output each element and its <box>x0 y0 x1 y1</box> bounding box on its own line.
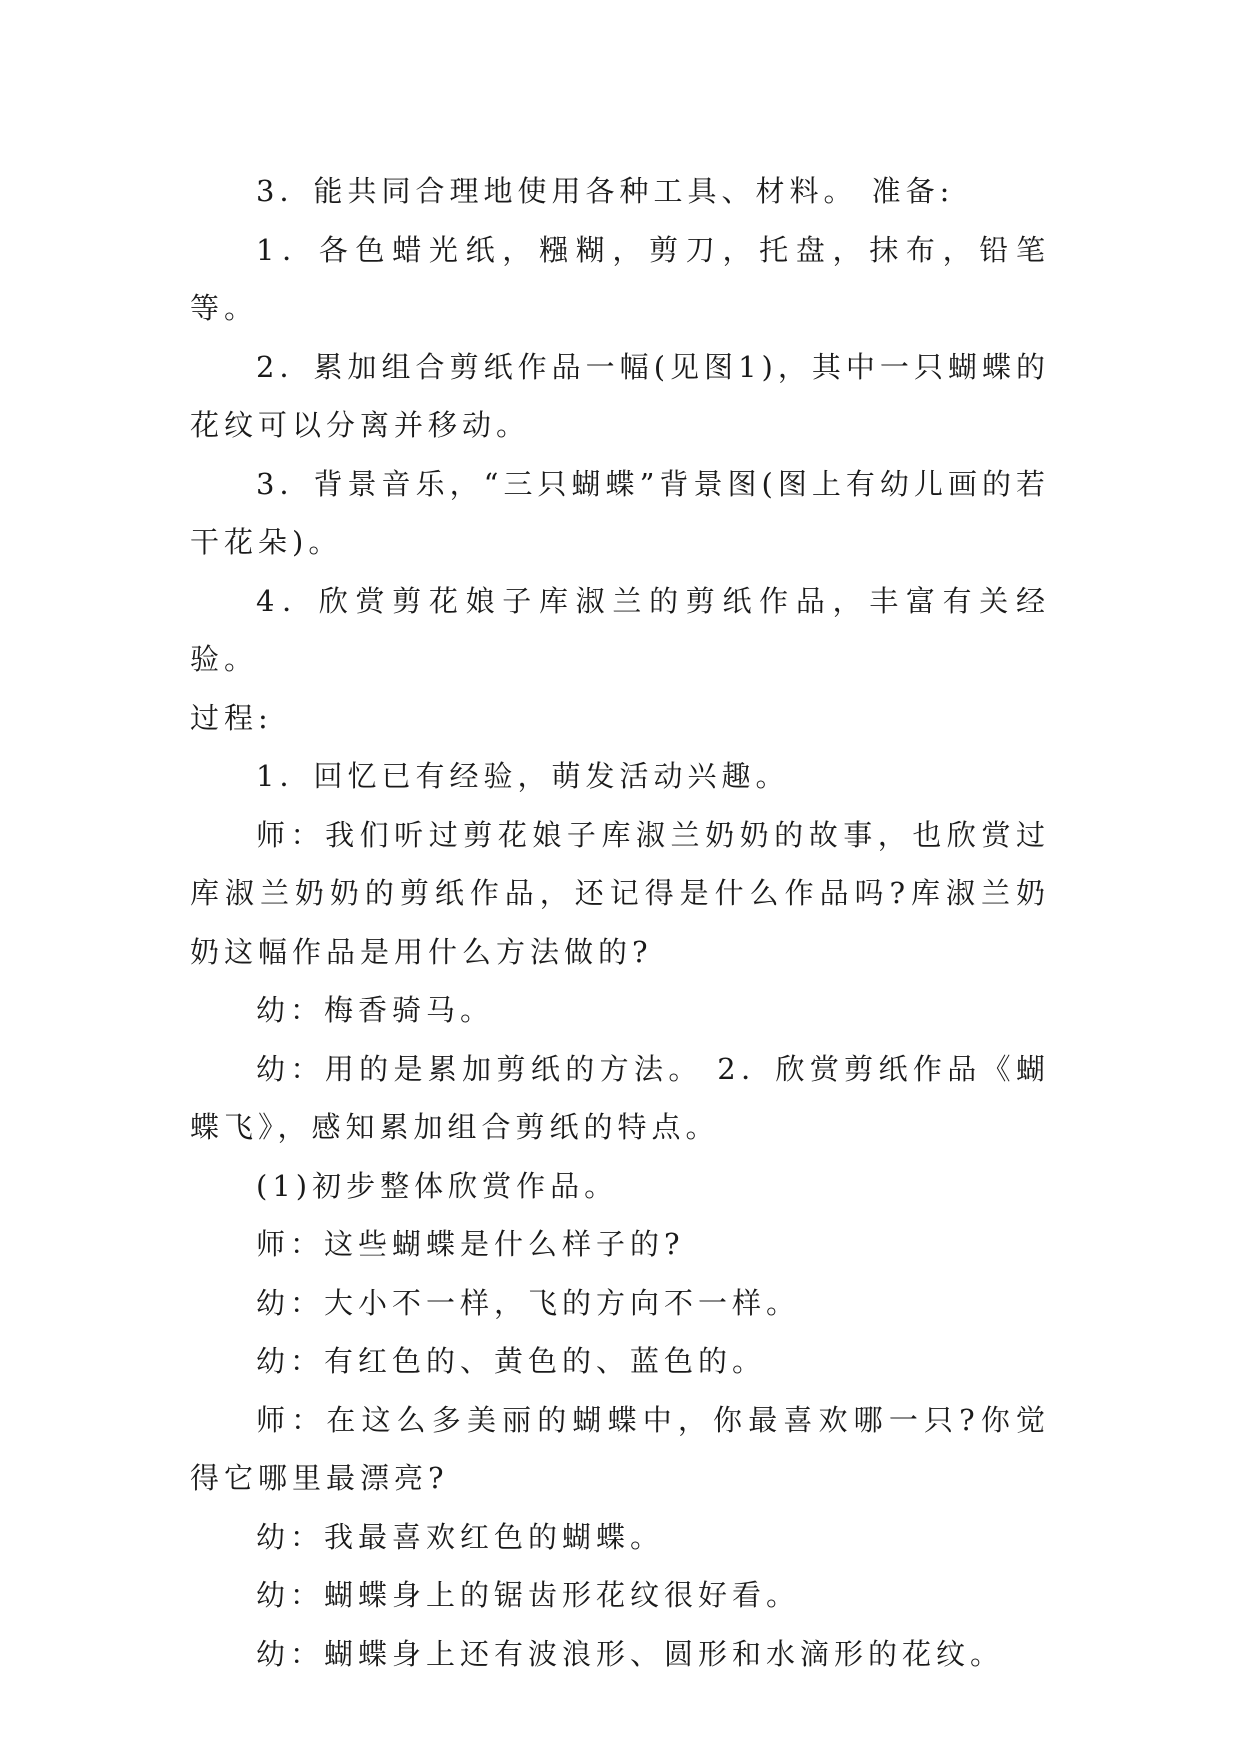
paragraph-child-3: 幼：大小不一样，飞的方向不一样。 <box>256 1285 801 1320</box>
paragraph-child-7: 幼：蝴蝶身上还有波浪形、圆形和水滴形的花纹。 <box>256 1636 1005 1671</box>
document-body <box>190 162 1050 1683</box>
paragraph-teacher-3: 师：在这么多美丽的蝴蝶中，你最喜欢哪一只?你觉得它哪里最漂亮? <box>190 1402 1050 1495</box>
paragraph-child-1: 幼：梅香骑马。 <box>256 993 495 1027</box>
paragraph-material-1: 1．各色蜡光纸，糨糊，剪刀，托盘，抹布，铅笔等。 <box>190 232 1050 325</box>
paragraph-material-2: 2．累加组合剪纸作品一幅(见图1)，其中一只蝴蝶的花纹可以分离并移动。 <box>190 349 1050 442</box>
paragraph-step-1: 1．回忆已有经验，萌发活动兴趣。 <box>256 759 790 793</box>
paragraph-material-4: 4．欣赏剪花娘子库淑兰的剪纸作品，丰富有关经验。 <box>190 583 1050 676</box>
paragraph-child-5: 幼：我最喜欢红色的蝴蝶。 <box>256 1519 665 1554</box>
paragraph-prep-3: 3．能共同合理地使用各种工具、材料。 准备: <box>256 174 955 208</box>
paragraph-teacher-2: 师：这些蝴蝶是什么样子的? <box>256 1227 685 1261</box>
paragraph-substep-1: (1)初步整体欣赏作品。 <box>256 1168 619 1203</box>
section-heading-process: 过程: <box>190 700 273 735</box>
paragraph-teacher-1: 师：我们听过剪花娘子库淑兰奶奶的故事，也欣赏过库淑兰奶奶的剪纸作品，还记得是什么作品吗?库淑兰奶奶这幅作品是用什么方法做的? <box>190 817 1050 969</box>
paragraph-material-3: 3．背景音乐，“三只蝴蝶”背景图(图上有幼儿画的若干花朵)。 <box>190 466 1050 559</box>
paragraph-child-6: 幼：蝴蝶身上的锯齿形花纹很好看。 <box>256 1578 801 1612</box>
paragraph-child-4: 幼：有红色的、黄色的、蓝色的。 <box>256 1344 767 1378</box>
paragraph-child-2: 幼：用的是累加剪纸的方法。 2．欣赏剪纸作品《蝴蝶飞》，感知累加组合剪纸的特点。 <box>190 1051 1050 1144</box>
